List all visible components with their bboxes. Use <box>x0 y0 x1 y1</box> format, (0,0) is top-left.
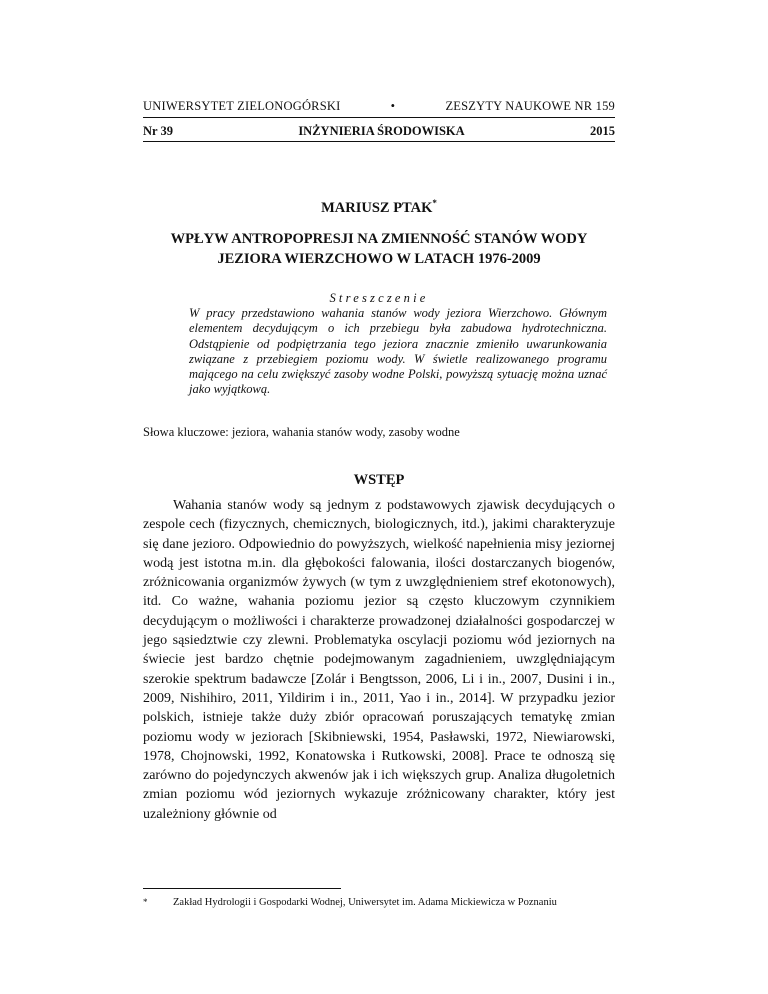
running-header <box>143 99 615 114</box>
footnote <box>143 897 615 908</box>
header-university: UNIWERSYTET ZIELONOGÓRSKI <box>143 99 341 113</box>
header-year: 2015 <box>590 124 615 138</box>
author-footnote-mark: * <box>432 198 437 208</box>
author-name: MARIUSZ PTAK* <box>321 198 437 216</box>
section-heading: WSTĘP <box>353 472 405 488</box>
paper-title <box>143 229 615 269</box>
issue-header <box>143 124 615 139</box>
footnote-text: Zakład Hydrologii i Gospodarki Wodnej, Uniwersytet im. Adama Mickiewicza w Poznaniu <box>173 897 557 908</box>
header-rule-bottom <box>143 141 615 142</box>
header-bullet: • <box>390 99 396 113</box>
footnote-mark: * <box>143 897 148 907</box>
title-line-1: WPŁYW ANTROPOPRESJI NA ZMIENNOŚĆ STANÓW WODY <box>170 231 588 247</box>
keywords: Słowa kluczowe: jeziora, wahania stanów wody, zasoby wodne <box>143 425 460 439</box>
abstract-text: W pracy przedstawiono wahania stanów wody jeziora Wierzchowo. Głównym elementem decydującym o ich przebiegu była zabudowa hydrotechniczna. Odstąpienie od podpiętrzania tego jeziora znacznie zmieniło uwarunkowania związane z przebiegiem poziomu wody. W świetle realizowanego programu mającego na celu zwiększyć zasoby wodne Polski, powyższą sytuację można uznać jako wyjątkową. <box>189 306 607 397</box>
header-series: ZESZYTY NAUKOWE NR 159 <box>445 99 615 113</box>
header-rule-top <box>143 117 615 118</box>
body-paragraph: Wahania stanów wody są jednym z podstawowych zjawisk decydujących o zespole cech (fizycznych, chemicznych, biologicznych, itd.), jakimi charakteryzuje się dane jezioro. Odpowiednio do powyższych, wielkość napełnienia misy jeziornej wodą jest istotna m.in. dla głębokości falowania, ilości dostarczanych biogenów, zróżnicowania organizmów żywych (w tym z uwzględnieniem stref ekotonowych), itd. Co ważne, wahania poziomu jezior są często kluczowym czynnikiem decydującym o możliwości i charakterze prowadzonej działalności gospodarczej w jego sąsiedztwie czy zlewni. Problematyka oscylacji poziomu wód jeziornych na świecie jest bardzo chętnie podejmowanym zagadnieniem, uwzględniającym szerokie spektrum badawcze [Zolár i Bengtsson, 2006, Li i in., 2007, Dusini i in., 2009, Nishihiro, 2011, Yildirim i in., 2011, Yao i in., 2014]. W przypadku jezior polskich, istnieje także duży zbiór opracowań poruszających tematykę zmian poziomu wody w jeziorach [Skibniewski, 1954, Pasławski, 1972, Niewiarowski, 1978, Chojnowski, 1992, Konatowska i Rutkowski, 2008]. Prace te odnoszą się zarówno do pojedynczych akwenów jak i ich większych grup. Analiza długoletnich zmian poziomu wód jeziornych wykazuje zróżnicowany charakter, który jest uzależniony głównie od <box>143 498 615 822</box>
header-discipline: INŻYNIERIA ŚRODOWISKA <box>298 124 465 138</box>
header-issue: Nr 39 <box>143 124 173 138</box>
footnote-rule <box>143 888 341 889</box>
abstract-heading: Streszczenie <box>329 291 429 305</box>
title-line-2: JEZIORA WIERZCHOWO W LATACH 1976-2009 <box>217 251 541 267</box>
